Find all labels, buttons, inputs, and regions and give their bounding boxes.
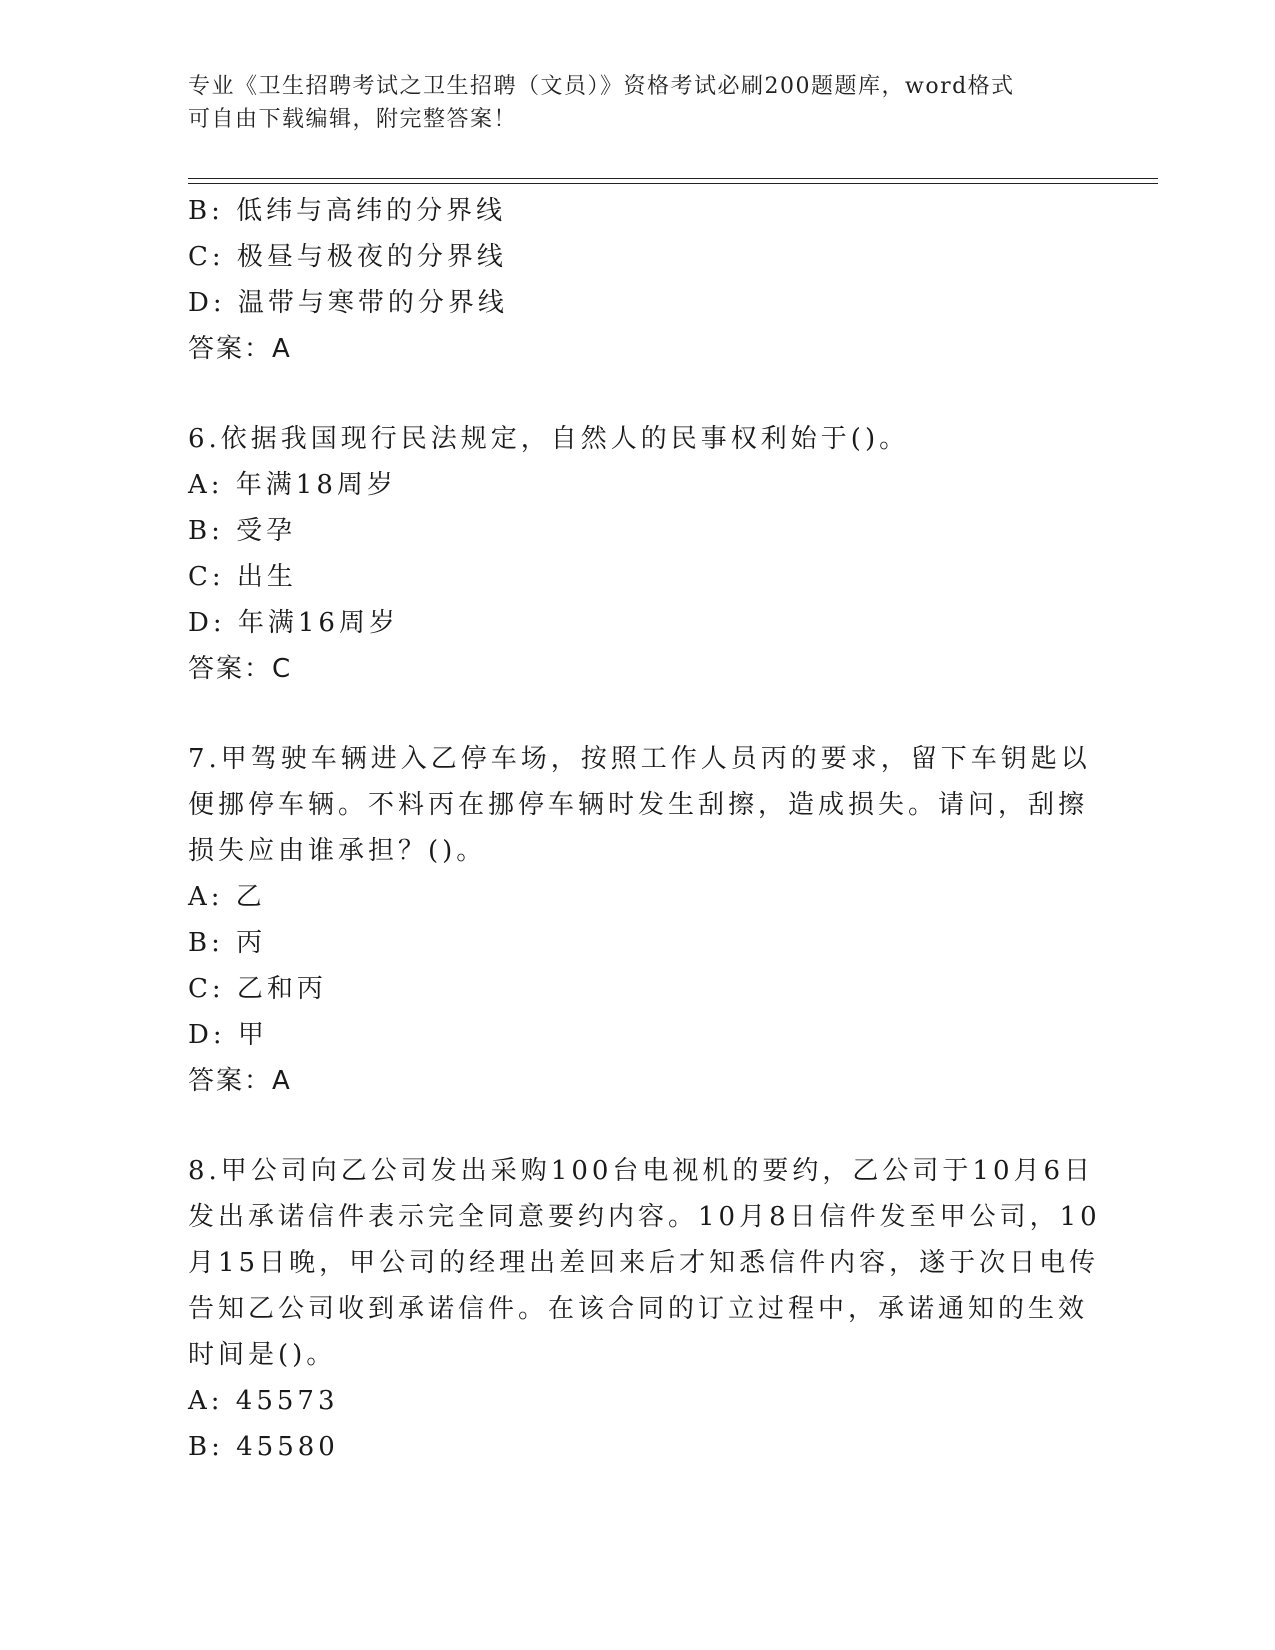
header-divider-thick [188,178,1158,179]
answer-label: 答案：A [188,334,292,364]
question-stem-line: 时间是()。 [188,1340,337,1370]
question-stem-line: 损失应由谁承担？()。 [188,836,487,866]
question-stem-line: 月15日晚，甲公司的经理出差回来后才知悉信件内容，遂于次日电传 [188,1248,1100,1278]
option-d: D: 年满16周岁 [188,608,399,638]
option-b: B: 丙 [188,928,267,958]
question-stem-line: 7.甲驾驶车辆进入乙停车场，按照工作人员丙的要求，留下车钥匙以 [188,744,1091,774]
option-c: C: 出生 [188,562,297,592]
option-b: B: 低纬与高纬的分界线 [188,196,507,226]
option-a: A: 乙 [188,882,266,912]
page-header [188,70,1068,136]
question-7 [188,736,1091,1104]
header-line-1: 专业《卫生招聘考试之卫生招聘（文员）》资格考试必刷200题题库，word格式 [188,74,1015,99]
question-stem-line: 告知乙公司收到承诺信件。在该合同的订立过程中，承诺通知的生效 [188,1294,1089,1324]
option-b: B: 受孕 [188,516,297,546]
question-stem-line: 发出承诺信件表示完全同意要约内容。10月8日信件发至甲公司，10 [188,1202,1101,1232]
header-line-2: 可自由下载编辑，附完整答案！ [188,107,518,132]
question-8 [188,1148,1101,1470]
question-5 [188,188,1088,372]
question-content [188,188,1101,1470]
option-b: B: 45580 [188,1432,339,1462]
option-d: D: 甲 [188,1020,268,1050]
question-6 [188,416,1088,692]
header-divider-thin [188,183,1158,184]
option-a: A: 年满18周岁 [188,470,397,500]
answer-label: 答案：A [188,1066,292,1096]
question-stem-line: 8.甲公司向乙公司发出采购100台电视机的要约，乙公司于10月6日 [188,1156,1095,1186]
question-stem-line: 便挪停车辆。不料丙在挪停车辆时发生刮擦，造成损失。请问，刮擦 [188,790,1089,820]
question-stem: 6.依据我国现行民法规定，自然人的民事权利始于()。 [188,424,910,454]
answer-label: 答案：C [188,654,293,684]
option-a: A: 45573 [188,1386,339,1416]
option-d: D: 温带与寒带的分界线 [188,288,508,318]
option-c: C: 极昼与极夜的分界线 [188,242,507,272]
option-c: C: 乙和丙 [188,974,327,1004]
